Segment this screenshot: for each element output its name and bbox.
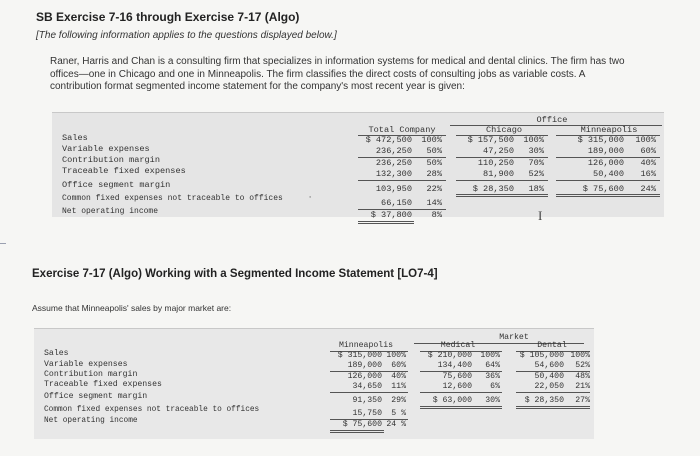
cell-minneapolis: 91,350 [352, 396, 382, 405]
cell-medical: 75,600 [442, 372, 472, 381]
cell-minneapolis: 15,750 [352, 409, 382, 418]
row-leader-dot: · [308, 194, 313, 202]
cell-chicago: 81,900 [483, 169, 514, 179]
cell-total: 236,250 [375, 146, 412, 156]
cell-minneapolis-pct: 40% [640, 158, 656, 168]
cell-total-pct: 50% [426, 146, 442, 156]
double-underline [456, 194, 548, 197]
cell-total: 66,150 [381, 198, 412, 208]
cell-minneapolis-pct: 29% [391, 396, 406, 405]
cell-minneapolis-pct: 16% [640, 169, 656, 179]
cell-total-pct: 50% [426, 158, 442, 168]
cell-dental: $ 28,350 [524, 396, 564, 405]
cell-minneapolis: 189,000 [587, 146, 624, 156]
double-underline [516, 406, 590, 409]
row-label: Variable expenses [44, 360, 128, 369]
cell-chicago-pct: 100% [523, 135, 544, 145]
cell-minneapolis: $ 315,000 [337, 351, 382, 360]
row-label: Common fixed expenses not traceable to offices [44, 406, 260, 414]
cell-total: 103,950 [375, 184, 412, 194]
cell-dental-pct: 21% [575, 382, 590, 391]
cell-minneapolis-pct: 100% [386, 351, 406, 360]
double-underline [556, 194, 660, 197]
market-income-statement-table [34, 328, 594, 439]
group-header-market: Market [499, 333, 529, 342]
cell-medical-pct: 6% [490, 382, 500, 391]
double-underline [330, 430, 384, 433]
cell-chicago-pct: 30% [528, 146, 544, 156]
cell-total-pct: 28% [426, 169, 442, 179]
subtotal-rule [330, 392, 408, 393]
cell-minneapolis: 34,650 [352, 382, 382, 391]
cell-total: $ 472,500 [365, 135, 412, 145]
subtotal-rule [516, 392, 590, 393]
cell-minneapolis-pct: 24% [640, 184, 656, 194]
col-header-total: Total Company [368, 125, 436, 135]
cell-minneapolis-pct: 100% [635, 135, 656, 145]
row-label: Office segment margin [44, 392, 148, 401]
subtotal-rule [420, 392, 502, 393]
cell-dental: 22,050 [534, 382, 564, 391]
cell-total: $ 37,800 [370, 210, 412, 220]
row-label: Variable expenses [62, 144, 150, 154]
double-underline [358, 221, 414, 224]
row-label: Sales [62, 133, 88, 143]
cell-medical: 134,400 [437, 361, 472, 370]
cell-minneapolis-pct: 60% [640, 146, 656, 156]
cell-minneapolis: 126,000 [587, 158, 624, 168]
cell-dental-pct: 27% [575, 396, 590, 405]
cell-total-pct: 22% [426, 184, 442, 194]
cell-dental-pct: 100% [570, 351, 590, 360]
cell-total: 132,300 [375, 169, 412, 179]
cell-minneapolis: $ 75,600 [582, 184, 624, 194]
cell-minneapolis: 50,400 [593, 169, 624, 179]
exercise1-note: [The following information applies to the questions displayed below.] [36, 30, 337, 41]
cell-dental: $ 105,000 [519, 351, 564, 360]
exercise2-assumption: Assume that Minneapolis' sales by major market are: [32, 303, 232, 313]
cell-total-pct: 100% [421, 135, 442, 145]
office-income-statement-table [52, 112, 664, 220]
row-label: Common fixed expenses not traceable to offices [62, 194, 283, 203]
cell-total-pct: 8% [431, 210, 442, 220]
cell-minneapolis-pct: 40% [391, 372, 406, 381]
cell-minneapolis-pct: 60% [391, 361, 406, 370]
cell-minneapolis: 189,000 [347, 361, 382, 370]
cell-medical: 12,600 [442, 382, 472, 391]
edge-marker [0, 243, 6, 244]
cell-total: 236,250 [375, 158, 412, 168]
row-label: Net operating income [44, 417, 138, 425]
cell-dental-pct: 48% [575, 372, 590, 381]
row-label: Contribution margin [44, 370, 138, 379]
col-header-dental: Dental [537, 341, 567, 350]
cell-medical-pct: 100% [480, 351, 500, 360]
cell-dental: 50,400 [534, 372, 564, 381]
exercise2-title: Exercise 7-17 (Algo) Working with a Segmented Income Statement [LO7-4] [32, 268, 438, 280]
row-label: Traceable fixed expenses [44, 380, 162, 389]
cell-dental-pct: 52% [575, 361, 590, 370]
cell-chicago: 47,250 [483, 146, 514, 156]
cell-minneapolis: 126,000 [347, 372, 382, 381]
col-header-medical: Medical [440, 341, 476, 350]
col-header-chicago: Chicago [485, 125, 523, 135]
text-cursor-icon: I [538, 208, 543, 223]
row-label: Net operating income [62, 207, 159, 216]
subtotal-rule [358, 180, 446, 181]
col-header-minneapolis: Minneapolis [338, 341, 394, 350]
cell-total-pct: 14% [426, 198, 442, 208]
row-label: Sales [44, 349, 69, 358]
cell-chicago: $ 157,500 [467, 135, 514, 145]
cell-minneapolis: $ 75,600 [342, 420, 382, 429]
cell-chicago: 110,250 [477, 158, 514, 168]
row-label: Traceable fixed expenses [62, 166, 186, 176]
exercise1-intro: Raner, Harris and Chan is a consulting firm that specializes in information systems for medical and dental clinics. The firm has two offices—one in Chicago and one in Minneapolis. The firm classifies the direct costs of consulting jobs as variable costs. A contribution format segmented income statement for the company's most recent year is given: [50, 56, 625, 92]
cell-medical: $ 63,000 [432, 396, 472, 405]
group-header-office: Office [536, 115, 568, 125]
subtotal-rule [556, 180, 660, 181]
cell-chicago-pct: 70% [528, 158, 544, 168]
cell-minneapolis-pct: 5 % [391, 409, 406, 418]
cell-minneapolis-pct: 24 % [386, 420, 406, 429]
exercise1-title: SB Exercise 7-16 through Exercise 7-17 (Algo) [36, 10, 300, 24]
row-label: Office segment margin [62, 180, 171, 190]
subtotal-rule [456, 180, 548, 181]
cell-dental: 54,600 [534, 361, 564, 370]
cell-medical-pct: 64% [485, 361, 500, 370]
cell-minneapolis-pct: 11% [391, 382, 406, 391]
cell-medical-pct: 36% [485, 372, 500, 381]
cell-minneapolis: $ 315,000 [577, 135, 624, 145]
cell-medical: $ 210,000 [427, 351, 472, 360]
col-header-minneapolis: Minneapolis [580, 125, 638, 135]
row-label: Contribution margin [62, 155, 160, 165]
cell-chicago-pct: 52% [528, 169, 544, 179]
double-underline [420, 406, 502, 409]
cell-medical-pct: 30% [485, 396, 500, 405]
cell-chicago-pct: 18% [528, 184, 544, 194]
cell-chicago: $ 28,350 [472, 184, 514, 194]
